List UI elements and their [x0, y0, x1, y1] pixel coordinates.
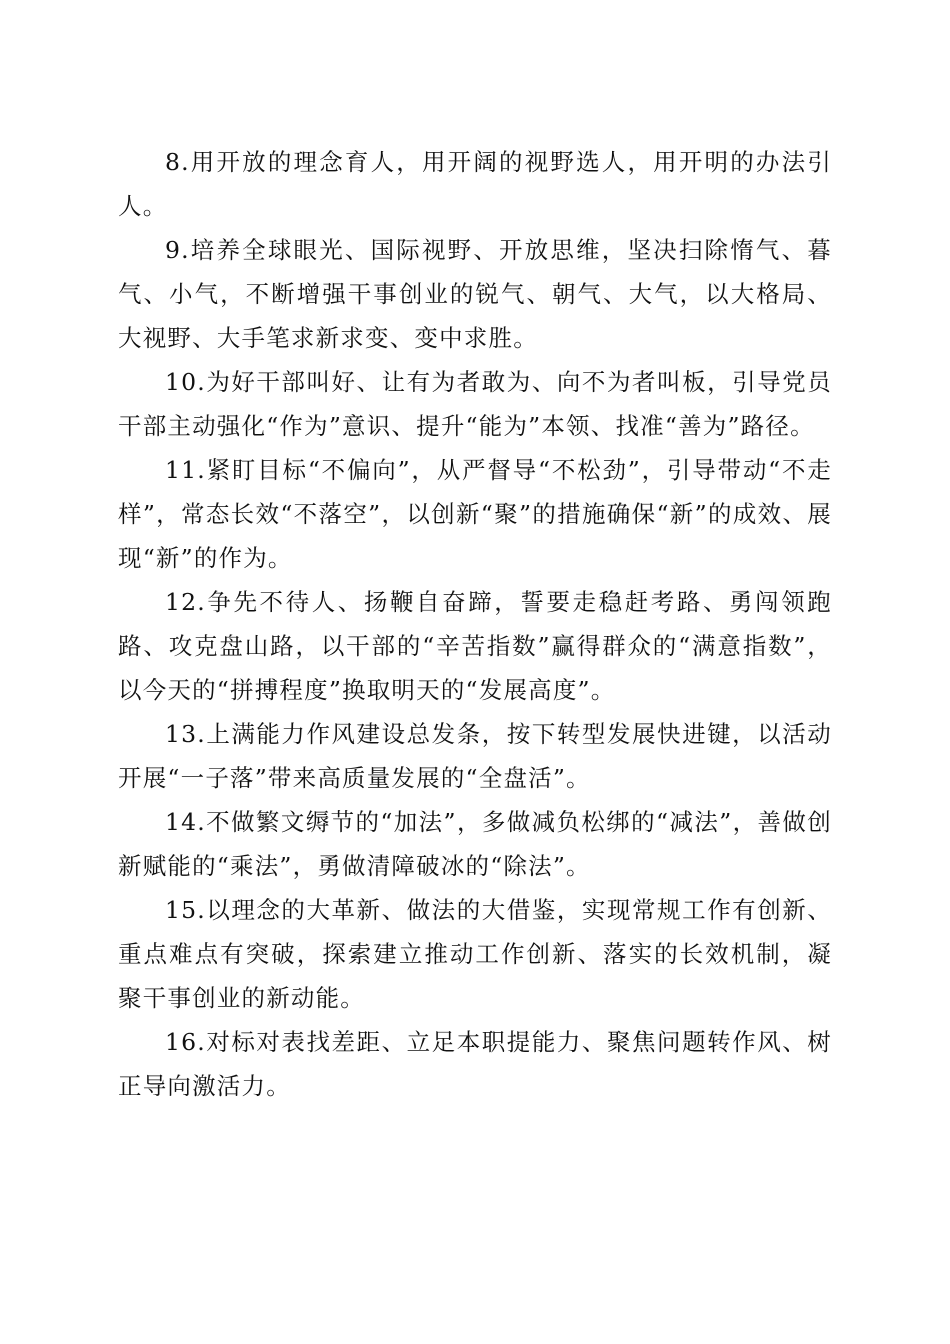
paragraph-11: 11.紧盯目标“不偏向”，从严督导“不松劲”，引导带动“不走样”，常态长效“不落空”，以创新“聚”的措施确保“新”的成效、展现“新”的作为。	[118, 456, 832, 572]
paragraph-16: 16.对标对表找差距、立足本职提能力、聚焦问题转作风、树正导向激活力。	[118, 1028, 832, 1100]
paragraph-13: 13.上满能力作风建设总发条，按下转型发展快进键，以活动开展“一子落”带来高质量发展的“全盘活”。	[118, 720, 832, 792]
paragraph-14: 14.不做繁文缛节的“加法”，多做减负松绑的“减法”，善做创新赋能的“乘法”，勇做清障破冰的“除法”。	[118, 808, 832, 880]
paragraph-9: 9.培养全球眼光、国际视野、开放思维，坚决扫除惰气、暮气、小气，不断增强干事创业的锐气、朝气、大气，以大格局、大视野、大手笔求新求变、变中求胜。	[118, 236, 832, 352]
paragraph-8: 8.用开放的理念育人，用开阔的视野选人，用开明的办法引人。	[118, 148, 832, 220]
document-body	[118, 140, 832, 1108]
paragraph-10: 10.为好干部叫好、让有为者敢为、向不为者叫板，引导党员干部主动强化“作为”意识、提升“能为”本领、找准“善为”路径。	[118, 368, 832, 440]
paragraph-12: 12.争先不待人、扬鞭自奋蹄，誓要走稳赶考路、勇闯领跑路、攻克盘山路，以干部的“辛苦指数”赢得群众的“满意指数”，以今天的“拼搏程度”换取明天的“发展高度”。	[118, 588, 832, 704]
paragraph-15: 15.以理念的大革新、做法的大借鉴，实现常规工作有创新、重点难点有突破，探索建立推动工作创新、落实的长效机制，凝聚干事创业的新动能。	[118, 896, 832, 1012]
